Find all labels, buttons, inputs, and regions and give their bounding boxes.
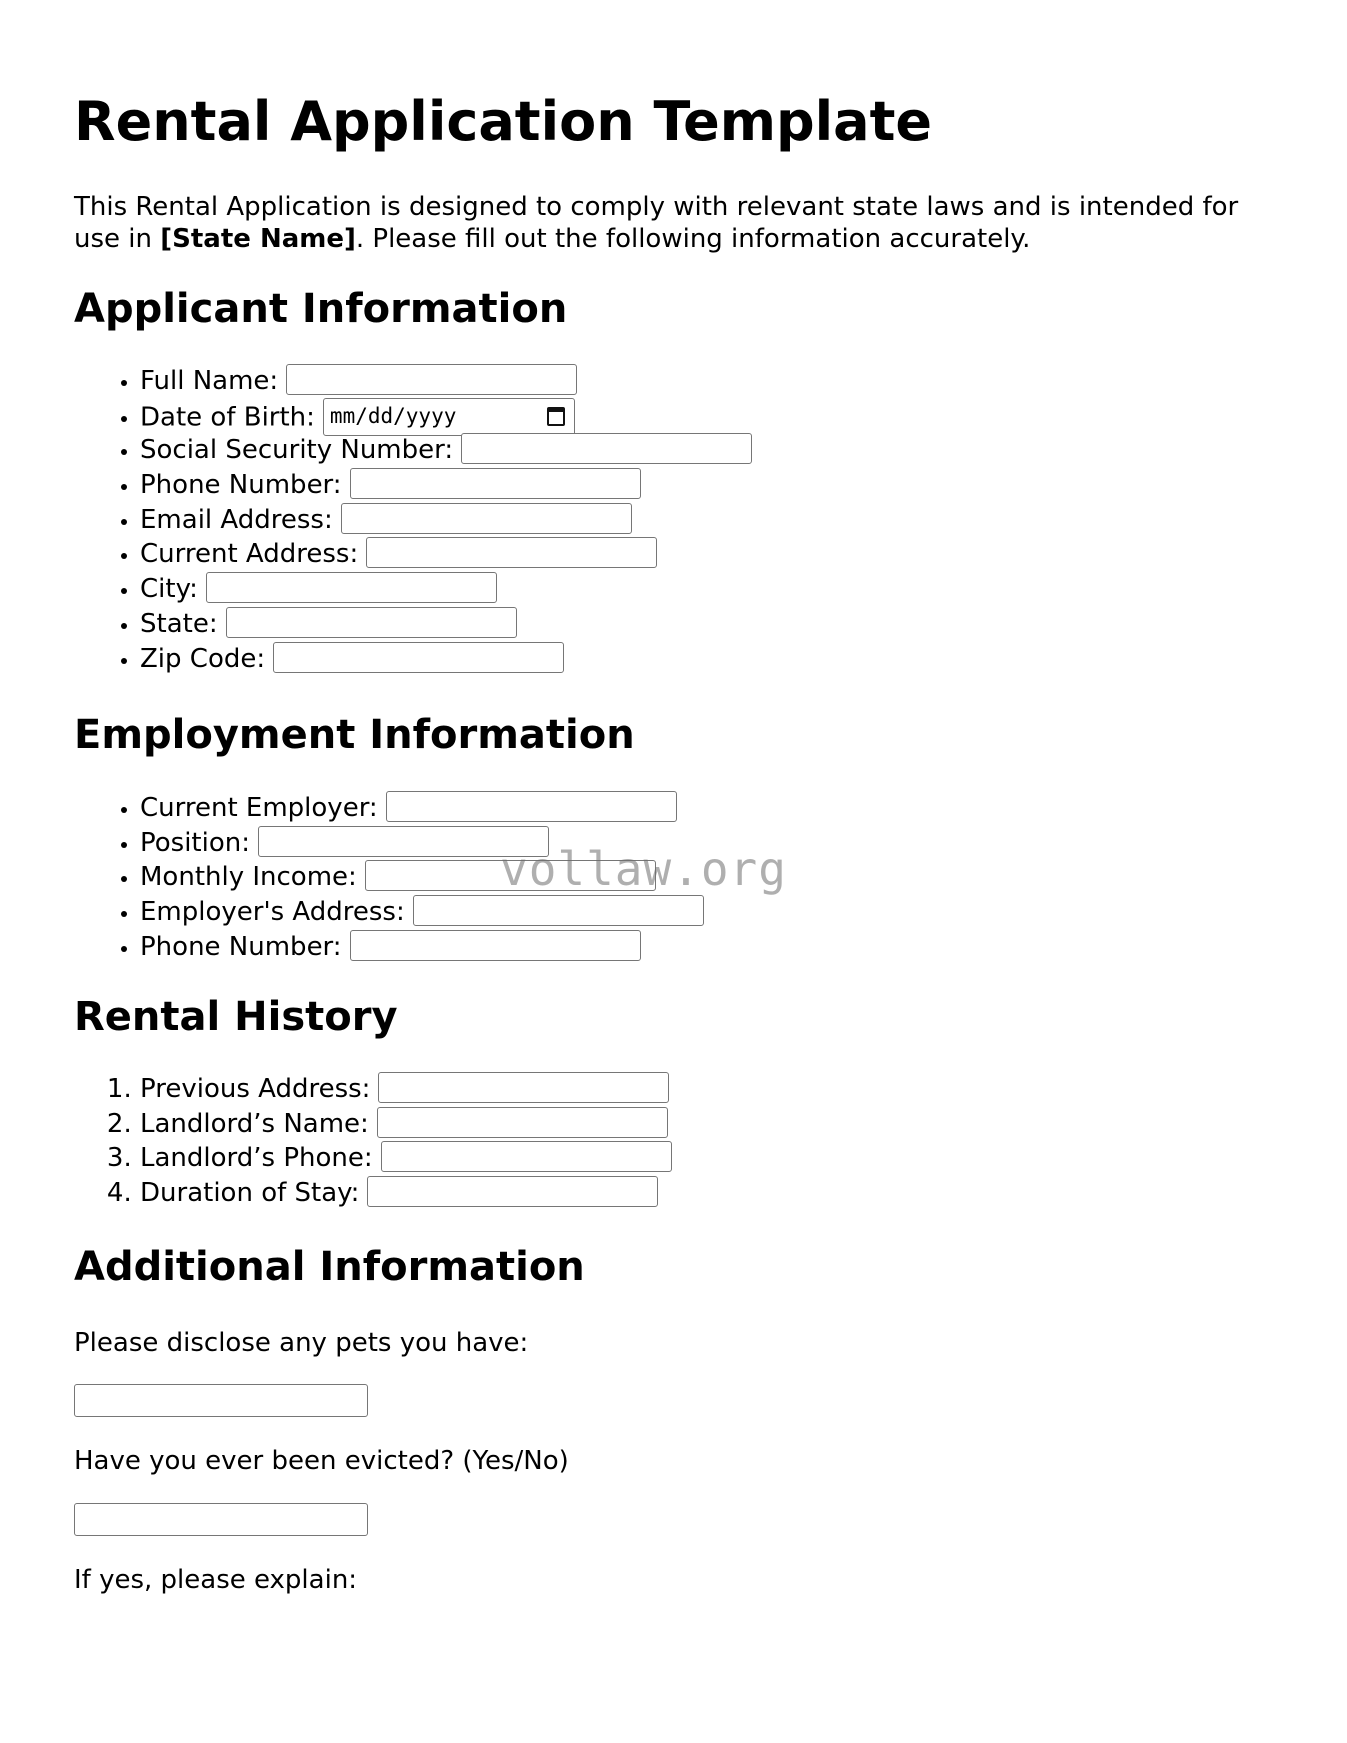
email-input[interactable] [341, 503, 632, 534]
field-state [140, 607, 752, 642]
field-phone [140, 468, 752, 503]
landlord-phone-label: Landlord’s Phone: [140, 1143, 373, 1174]
current-address-input[interactable] [366, 537, 657, 568]
evicted-prompt: Have you ever been evicted? (Yes/No) [74, 1446, 569, 1476]
current-address-label: Current Address: [140, 539, 359, 570]
field-city [140, 572, 752, 607]
landlord-name-input[interactable] [377, 1107, 668, 1138]
monthly-income-label: Monthly Income: [140, 862, 357, 893]
employment-heading: Employment Information [74, 712, 635, 758]
rental-history-list [74, 1072, 672, 1211]
field-landlord-name [140, 1107, 672, 1142]
field-current-employer [140, 791, 704, 826]
applicant-heading: Applicant Information [74, 286, 568, 332]
duration-of-stay-label: Duration of Stay: [140, 1178, 360, 1209]
intro-text-before: This Rental Application is designed to comply with relevant state laws and is intended for use in [74, 192, 1239, 254]
employer-phone-label: Phone Number: [140, 931, 342, 962]
additional-heading: Additional Information [74, 1244, 585, 1290]
employer-address-label: Employer's Address: [140, 897, 405, 928]
position-input[interactable] [258, 826, 549, 857]
previous-address-input[interactable] [378, 1072, 669, 1103]
position-label: Position: [140, 827, 250, 858]
employer-address-input[interactable] [413, 895, 704, 926]
explain-prompt: If yes, please explain: [74, 1565, 358, 1595]
current-employer-input[interactable] [386, 791, 677, 822]
zip-label: Zip Code: [140, 643, 266, 674]
email-label: Email Address: [140, 504, 333, 535]
field-duration-of-stay [140, 1176, 672, 1211]
field-email [140, 503, 752, 538]
phone-input[interactable] [350, 468, 641, 499]
city-input[interactable] [206, 572, 497, 603]
duration-of-stay-input[interactable] [367, 1176, 658, 1207]
calendar-icon[interactable] [547, 407, 565, 426]
current-employer-label: Current Employer: [140, 793, 378, 823]
employer-phone-input[interactable] [350, 930, 641, 961]
employment-fields-list [74, 791, 704, 964]
previous-address-label: Previous Address: [140, 1074, 371, 1104]
field-position [140, 826, 704, 861]
rental-history-heading: Rental History [74, 994, 398, 1040]
date-of-birth-placeholder: mm/dd/yyyy [329, 403, 457, 428]
state-name-placeholder: [State Name] [160, 224, 356, 254]
field-date-of-birth [140, 399, 752, 434]
page-title: Rental Application Template [74, 90, 933, 153]
city-label: City: [140, 574, 198, 605]
field-zip [140, 642, 752, 677]
landlord-phone-input[interactable] [381, 1141, 672, 1172]
field-ssn [140, 433, 752, 468]
ssn-input[interactable] [461, 433, 752, 464]
applicant-fields-list [74, 364, 752, 676]
full-name-label: Full Name: [140, 366, 279, 396]
field-employer-address [140, 895, 704, 930]
state-input[interactable] [226, 607, 517, 638]
date-of-birth-input[interactable] [323, 398, 575, 436]
pets-input[interactable] [74, 1384, 368, 1417]
pets-prompt: Please disclose any pets you have: [74, 1328, 529, 1358]
phone-label: Phone Number: [140, 470, 342, 501]
full-name-input[interactable] [286, 364, 577, 395]
intro-text-after: . Please fill out the following information accurately. [355, 224, 1031, 254]
watermark: vollaw.org [500, 842, 787, 896]
field-current-address [140, 537, 752, 572]
ssn-label: Social Security Number: [140, 435, 454, 466]
intro-paragraph [74, 191, 1264, 255]
date-of-birth-label: Date of Birth: [140, 402, 315, 433]
zip-input[interactable] [273, 642, 564, 673]
evicted-input[interactable] [74, 1503, 368, 1536]
field-full-name [140, 364, 752, 399]
field-previous-address [140, 1072, 672, 1107]
landlord-name-label: Landlord’s Name: [140, 1108, 369, 1139]
field-employer-phone [140, 930, 704, 965]
field-monthly-income [140, 860, 704, 895]
field-landlord-phone [140, 1141, 672, 1176]
state-label: State: [140, 608, 218, 639]
monthly-income-input[interactable] [365, 860, 656, 891]
